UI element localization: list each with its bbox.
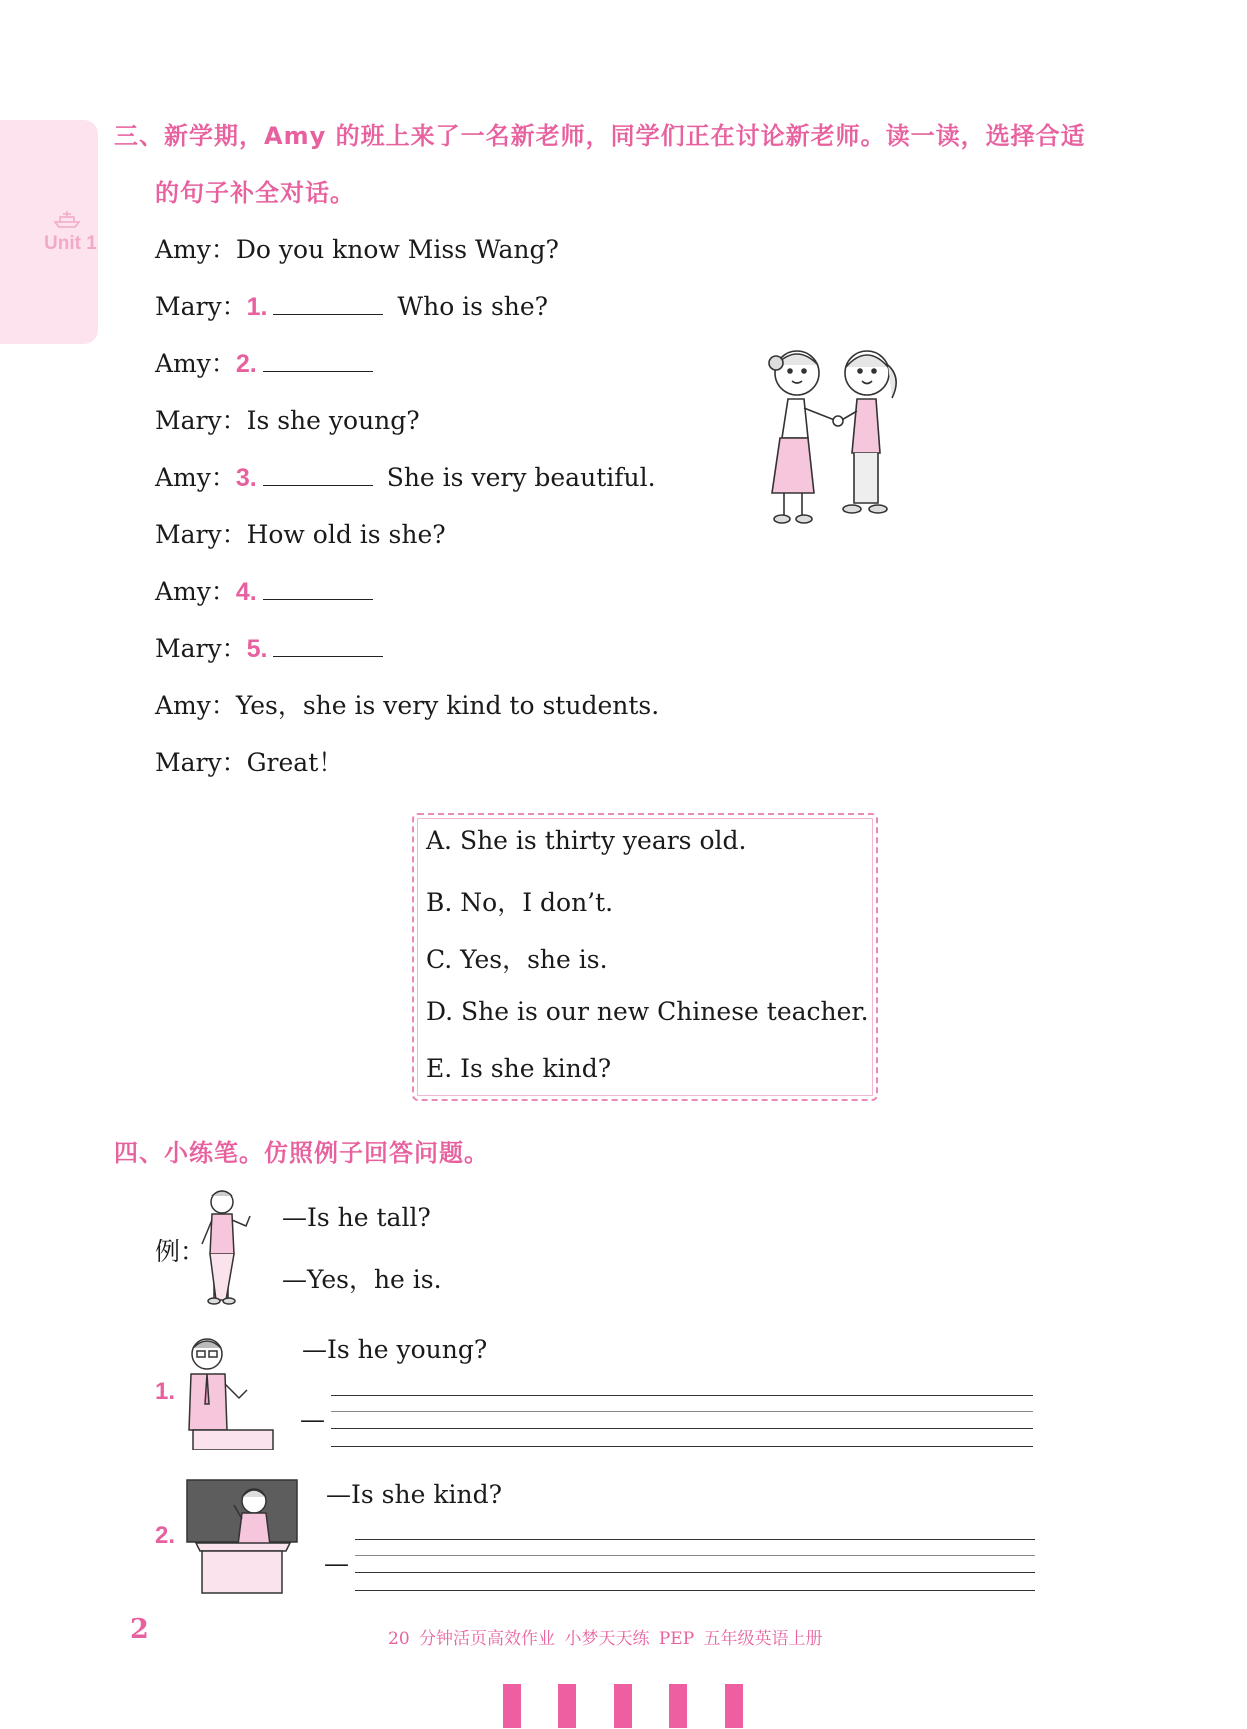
question-number: 3.: [235, 464, 257, 492]
dialogue-line: [155, 458, 656, 494]
option-e: E. Is she kind?: [426, 1054, 612, 1083]
line-text: Yes，she is very kind to students.: [235, 691, 660, 720]
speaker: Amy：: [155, 577, 236, 606]
answer-blank[interactable]: [263, 579, 373, 600]
line-text: How old is she?: [246, 520, 446, 549]
tall-man-illustration: [196, 1188, 260, 1306]
option-b: B. No，I don’t.: [426, 888, 614, 917]
example-question: —Is he tall?: [282, 1203, 431, 1232]
option-a: A. She is thirty years old.: [426, 826, 747, 855]
speaker: Amy：: [155, 691, 236, 720]
question-number: 4.: [235, 578, 257, 606]
binding-mark: [558, 1684, 576, 1728]
example-label: 例：: [155, 1237, 206, 1266]
line-text: Do you know Miss Wang?: [235, 235, 559, 264]
dialogue-line: [155, 401, 420, 437]
ship-icon: [52, 209, 82, 229]
binding-mark: [725, 1684, 743, 1728]
speaker: Mary：: [155, 634, 247, 663]
dialogue-line: [155, 230, 559, 266]
line-text: She is very beautiful.: [386, 463, 656, 492]
unit-label: Unit 1: [44, 233, 97, 254]
binding-mark: [669, 1684, 687, 1728]
line-text: Who is she?: [397, 292, 549, 321]
binding-mark: [503, 1684, 521, 1728]
answer-blank[interactable]: [263, 351, 373, 372]
dialogue-line: [155, 344, 379, 380]
speaker: Mary：: [155, 748, 247, 777]
footer-text: 20 分钟活页高效作业 小梦天天练 PEP 五年级英语上册: [388, 1629, 823, 1649]
question-number: 2.: [235, 350, 257, 378]
example-answer: —Yes，he is.: [282, 1265, 442, 1294]
dialogue-line: [155, 629, 389, 665]
unit-tab: [0, 120, 98, 344]
two-girls-illustration: [752, 343, 914, 533]
speaker: Amy：: [155, 349, 236, 378]
section3-heading-line2: 的句子补全对话。: [155, 179, 355, 207]
answer-dash: —: [300, 1405, 325, 1434]
line-text: Great！: [246, 748, 344, 777]
binding-mark: [614, 1684, 632, 1728]
question-number: 5.: [246, 635, 268, 663]
answer-blank[interactable]: [263, 465, 373, 486]
item-number: 2.: [155, 1522, 176, 1549]
speaker: Mary：: [155, 292, 247, 321]
option-d: D. She is our new Chinese teacher.: [426, 997, 869, 1026]
line-text: Is she young?: [246, 406, 420, 435]
dialogue-line: [155, 743, 343, 779]
dialogue-line: [155, 287, 548, 323]
answer-lines[interactable]: [331, 1395, 1033, 1447]
dialogue-line: [155, 686, 659, 722]
dialogue-line: [155, 515, 446, 551]
young-teacher-illustration: [181, 1334, 275, 1450]
item-number: 1.: [155, 1378, 176, 1405]
answer-dash: —: [324, 1549, 349, 1578]
question-number: 1.: [246, 293, 268, 321]
answer-lines[interactable]: [355, 1539, 1035, 1591]
speaker: Mary：: [155, 520, 247, 549]
section4-heading: 四、小练笔。仿照例子回答问题。: [114, 1139, 489, 1167]
item-question: —Is she kind?: [326, 1480, 502, 1509]
page-number: 2: [130, 1614, 149, 1645]
answer-blank[interactable]: [273, 294, 383, 315]
answer-blank[interactable]: [273, 636, 383, 657]
option-c: C. Yes，she is.: [426, 945, 608, 974]
dialogue-line: [155, 572, 379, 608]
kind-teacher-illustration: [186, 1479, 300, 1595]
section3-heading-line1: 三、新学期，Amy 的班上来了一名新老师，同学们正在讨论新老师。读一读，选择合适: [114, 122, 1086, 150]
speaker: Amy：: [155, 235, 236, 264]
speaker: Amy：: [155, 463, 236, 492]
item-question: —Is he young?: [302, 1335, 488, 1364]
speaker: Mary：: [155, 406, 247, 435]
